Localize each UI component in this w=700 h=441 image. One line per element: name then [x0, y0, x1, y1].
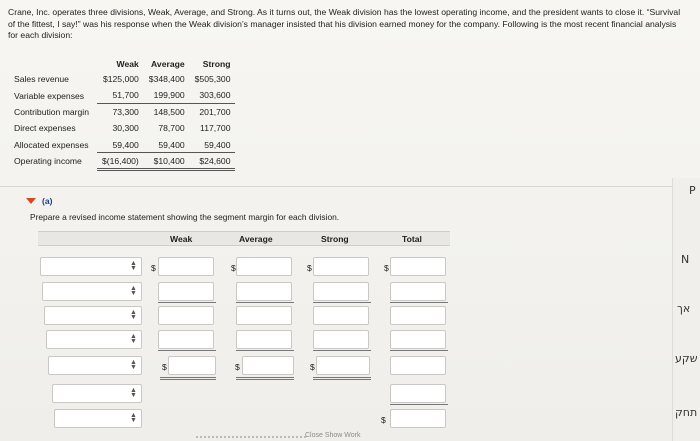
- total-amount-input[interactable]: [390, 384, 446, 403]
- strip-glyph-1: P: [689, 184, 696, 197]
- total-amount-input[interactable]: [390, 257, 446, 276]
- total-amount-input[interactable]: [390, 282, 446, 301]
- double-underline: [236, 377, 294, 380]
- dollar-sign: $: [235, 362, 240, 372]
- col-average: Average: [151, 59, 185, 69]
- line-item-select[interactable]: [52, 384, 142, 403]
- bottom-dotted-line: [196, 436, 306, 438]
- weak-amount-input[interactable]: [158, 282, 214, 301]
- footer-note: Close Show Work: [305, 432, 361, 439]
- strong-amount-input[interactable]: [313, 282, 369, 301]
- strong-amount-input[interactable]: [313, 306, 369, 325]
- answer-col-total: Total: [402, 234, 422, 244]
- strong-amount-input[interactable]: [316, 356, 370, 375]
- financial-header-row: [14, 58, 235, 71]
- average-amount-input[interactable]: [236, 282, 292, 301]
- section-divider: [0, 186, 700, 187]
- underline: [236, 350, 294, 351]
- underline: [390, 350, 448, 351]
- select-arrows-icon: ▲ ▼: [130, 387, 137, 399]
- dollar-sign: $: [151, 263, 156, 273]
- part-a-toggle[interactable]: [26, 196, 53, 206]
- dollar-sign: $: [310, 362, 315, 372]
- line-item-select[interactable]: [48, 356, 142, 375]
- select-arrows-icon: ▲ ▼: [130, 285, 137, 297]
- line-item-select[interactable]: [44, 306, 142, 325]
- dollar-sign: $: [381, 415, 386, 425]
- line-item-select[interactable]: [54, 409, 142, 428]
- dollar-sign: $: [384, 263, 389, 273]
- strong-amount-input[interactable]: [313, 257, 369, 276]
- strip-glyph-4: שקע: [675, 352, 698, 365]
- collapse-triangle-icon[interactable]: [26, 198, 36, 204]
- underline: [158, 350, 216, 351]
- underline: [158, 302, 216, 303]
- row-sales-revenue: Sales revenue $125,000 $348,400 $505,300: [14, 74, 231, 85]
- total-amount-input[interactable]: [390, 330, 446, 349]
- underline: [236, 302, 294, 303]
- col-weak: Weak: [116, 59, 139, 69]
- dollar-sign: $: [307, 263, 312, 273]
- average-amount-input[interactable]: [236, 330, 292, 349]
- line-item-select[interactable]: [42, 282, 142, 301]
- row-operating-income: Operating income $(16,400) $10,400 $24,600: [14, 153, 235, 169]
- select-arrows-icon: ▲ ▼: [130, 333, 137, 345]
- select-arrows-icon: ▲ ▼: [130, 260, 137, 272]
- total-amount-input[interactable]: [390, 409, 446, 428]
- weak-amount-input[interactable]: [168, 356, 216, 375]
- answer-column-header: [38, 231, 450, 246]
- strip-glyph-5: תחק: [675, 406, 698, 419]
- weak-amount-input[interactable]: [158, 306, 214, 325]
- double-underline: [160, 377, 216, 380]
- problem-intro: Crane, Inc. operates three divisions, Weak, Average, and Strong. As it turns out, the Weak division has the lowest operating income, and the president wants to close it. “Survival of the fittest, I say!” was his response when the Weak division’s manager insisted that his division earned money for the company. Following is the most recent financial analysis for each division:: [8, 7, 681, 40]
- dollar-sign: $: [231, 263, 236, 273]
- line-item-select[interactable]: [46, 330, 142, 349]
- part-a-instruction: Prepare a revised income statement showing the segment margin for each division.: [30, 212, 340, 222]
- total-amount-input[interactable]: [390, 306, 446, 325]
- total-amount-input[interactable]: [390, 356, 446, 375]
- select-arrows-icon: ▲ ▼: [130, 412, 137, 424]
- select-arrows-icon: ▲ ▼: [130, 309, 137, 321]
- underline: [313, 302, 371, 303]
- underline: [390, 302, 448, 303]
- line-item-select[interactable]: [40, 257, 142, 276]
- average-amount-input[interactable]: [242, 356, 294, 375]
- average-amount-input[interactable]: [236, 306, 292, 325]
- row-direct-expenses: Direct expenses 30,300 78,700 117,700: [14, 123, 231, 134]
- weak-amount-input[interactable]: [158, 330, 214, 349]
- row-variable-expenses: Variable expenses 51,700 199,900 303,600: [14, 87, 235, 103]
- strip-glyph-3: אך: [677, 302, 691, 315]
- financial-analysis-table: [14, 58, 235, 171]
- answer-col-weak: Weak: [170, 234, 193, 244]
- double-underline: [313, 377, 371, 380]
- strip-glyph-2: N: [681, 253, 690, 266]
- row-allocated-expenses: Allocated expenses 59,400 59,400 59,400: [14, 137, 235, 153]
- part-a-label: (a): [42, 196, 53, 206]
- answer-col-average: Average: [239, 234, 273, 244]
- row-contribution-margin: Contribution margin 73,300 148,500 201,700: [14, 106, 231, 118]
- right-edge-strip: [672, 178, 700, 441]
- average-amount-input[interactable]: [236, 257, 292, 276]
- dollar-sign: $: [162, 362, 167, 372]
- col-strong: Strong: [202, 59, 231, 69]
- weak-amount-input[interactable]: [158, 257, 214, 276]
- strong-amount-input[interactable]: [313, 330, 369, 349]
- underline: [390, 404, 448, 405]
- underline: [313, 350, 371, 351]
- answer-col-strong: Strong: [321, 234, 349, 244]
- select-arrows-icon: ▲ ▼: [130, 359, 137, 371]
